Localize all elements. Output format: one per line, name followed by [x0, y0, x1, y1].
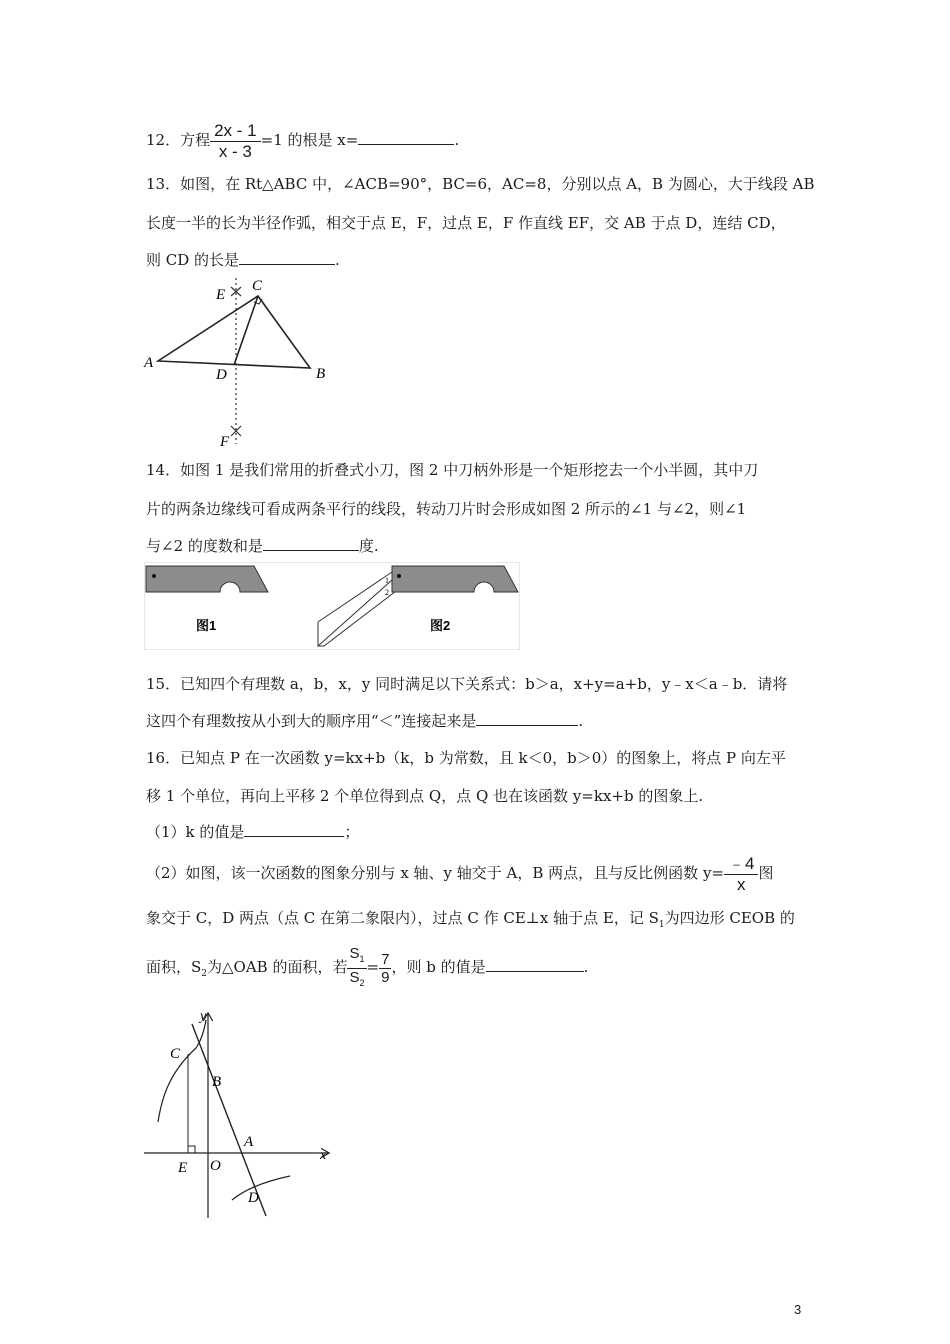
q16-part1-end: ； [344, 823, 360, 841]
q16-figure [140, 1006, 340, 1222]
q13-answer-blank[interactable] [239, 250, 335, 265]
q13-triangle-abc [158, 296, 310, 368]
q16-linear-function [192, 1024, 266, 1216]
q12-answer-blank[interactable] [358, 130, 454, 145]
q14-line3 [146, 536, 379, 556]
q12-fraction [210, 121, 261, 162]
q13-line2: 长度一半的长为半径作弧，相交于点 E，F，过点 E，F 作直线 EF，交 AB 于点 D，连结 CD， [146, 214, 786, 232]
q16-part1-answer-blank[interactable] [244, 822, 344, 837]
q16-line1: 16．已知点 P 在一次函数 y=kx+b（k，b 为常数，且 k＜0，b＞0）的图象上，将点 P 向左平 [146, 749, 786, 767]
q14-angle2-label: 2 [385, 588, 389, 597]
q15-line2-prefix: 这四个有理数按从小到大的顺序用“＜”连接起来是 [146, 712, 477, 730]
q13-line3 [146, 250, 340, 270]
q16-ratio-num-s: S [349, 944, 360, 962]
q16-inverse-denominator: x [736, 874, 746, 894]
q16-part1-prefix: （1）k 的值是 [146, 823, 245, 841]
q16-ratio-value-num: 7 [381, 950, 390, 968]
q16-part2-suffix: 图 [758, 864, 774, 882]
page-number: 3 [794, 1302, 802, 1317]
q16-label-c: C [170, 1046, 181, 1062]
q14-line3-prefix: 与∠2 的度数和是 [146, 537, 263, 555]
q16-label-x: x [320, 1148, 327, 1163]
q14-answer-blank[interactable] [263, 536, 359, 551]
q13-label-d: D [216, 367, 227, 383]
q15-answer-blank[interactable] [476, 711, 578, 726]
q13-figure [140, 274, 340, 450]
q16-line2: 移 1 个单位，再向上平移 2 个单位得到点 Q，点 Q 也在该函数 y=kx+b 的图象上. [146, 787, 704, 805]
q12-frac-numerator: 2x - 1 [210, 121, 261, 142]
q15-end: . [578, 712, 584, 730]
q16-hyperbola-branch-4 [232, 1176, 290, 1200]
q16-line6-a: 面积，S [146, 958, 202, 976]
q16-ratio-value-den: 9 [381, 968, 390, 986]
q12-prefix: 12．方程 [146, 131, 211, 149]
q16-label-e: E [178, 1160, 188, 1176]
q16-part1 [146, 822, 359, 842]
q12-line [146, 118, 459, 162]
q16-ratio-fraction [347, 945, 366, 992]
q13-line1: 13．如图，在 Rt△ABC 中，∠ACB=90°，BC=6，AC=8，分别以点 A，B 为圆心，大于线段 AB [146, 175, 815, 193]
q16-ratio-den-sub: 2 [359, 977, 365, 988]
q14-fig2-knife-handle [392, 566, 518, 592]
q15-line1: 15．已知四个有理数 a，b，x，y 同时满足以下关系式：b＞a，x+y=a+b，y﹣x＜a﹣b．请将 [146, 675, 788, 693]
q15-line2 [146, 711, 583, 731]
q16-line6-b: 为△OAB 的面积，若 [207, 958, 348, 976]
q16-hyperbola-branch-2 [158, 1020, 206, 1122]
q16-part2-line [146, 850, 773, 896]
q16-line6 [146, 942, 588, 992]
q13-label-a: A [144, 355, 154, 371]
q12-frac-denominator: x - 3 [218, 141, 252, 161]
q16-ratio-num-sub: 1 [359, 953, 365, 964]
q16-line5 [146, 908, 795, 935]
q14-fig1-caption: 图1 [196, 618, 217, 633]
q16-inverse-fraction [724, 854, 758, 895]
q16-label-b: B [212, 1074, 222, 1090]
q14-fig1-rivet [152, 574, 156, 578]
q13-label-b: B [316, 366, 326, 382]
q16-inverse-numerator: ﹣4 [724, 854, 758, 875]
q13-line3-prefix: 则 CD 的长是 [146, 251, 240, 269]
q14-line3-suffix: 度. [358, 537, 379, 555]
q16-line5-sub: 1 [658, 920, 665, 930]
q14-line2: 片的两条边缘线可看成两条平行的线段，转动刀片时会形成如图 2 所示的∠1 与∠2，则∠1 [146, 500, 747, 518]
q16-ratio-den-s: S [349, 968, 360, 986]
q16-line6-c: ，则 b 的值是 [391, 958, 486, 976]
q16-label-d: D [248, 1190, 259, 1206]
q16-label-a: A [244, 1134, 254, 1150]
q16-label-y: y [200, 1009, 207, 1024]
q16-ratio-equals: = [366, 958, 380, 976]
q16-part2-answer-blank[interactable] [486, 957, 584, 972]
q16-ratio-value [379, 951, 391, 986]
q16-ratio-denominator [347, 969, 366, 992]
q14-fig1-knife-handle [146, 566, 268, 592]
q13-segment-cd [234, 296, 258, 365]
q14-fig2-rivet [397, 574, 401, 578]
q16-line6-sub: 2 [201, 969, 208, 979]
q12-end: . [454, 131, 460, 149]
q13-end: . [335, 251, 340, 269]
q16-ratio-numerator [347, 945, 366, 969]
q14-angle1-label: 1 [385, 576, 389, 585]
q14-line1: 14．如图 1 是我们常用的折叠式小刀，图 2 中刀柄外形是一个矩形挖去一个小半圆，其中刀 [146, 461, 759, 479]
q16-label-o: O [210, 1158, 221, 1174]
q13-label-f: F [220, 434, 230, 450]
q16-line5-a: 象交于 C，D 两点（点 C 在第二象限内），过点 C 作 CE⊥x 轴于点 E，记 S [146, 909, 659, 927]
q13-label-e: E [216, 287, 226, 303]
q12-suffix: =1 的根是 x= [260, 131, 359, 149]
q16-part2-prefix: （2）如图，该一次函数的图象分别与 x 轴、y 轴交于 A，B 两点，且与反比例函数 y= [146, 864, 724, 882]
q16-line5-b: 为四边形 CEOB 的 [664, 909, 795, 927]
q13-label-c: C [252, 278, 263, 294]
q16-end: . [583, 958, 589, 976]
q16-right-angle-e [188, 1146, 195, 1153]
q14-fig2-caption: 图2 [430, 618, 451, 633]
q14-figure [144, 562, 520, 650]
